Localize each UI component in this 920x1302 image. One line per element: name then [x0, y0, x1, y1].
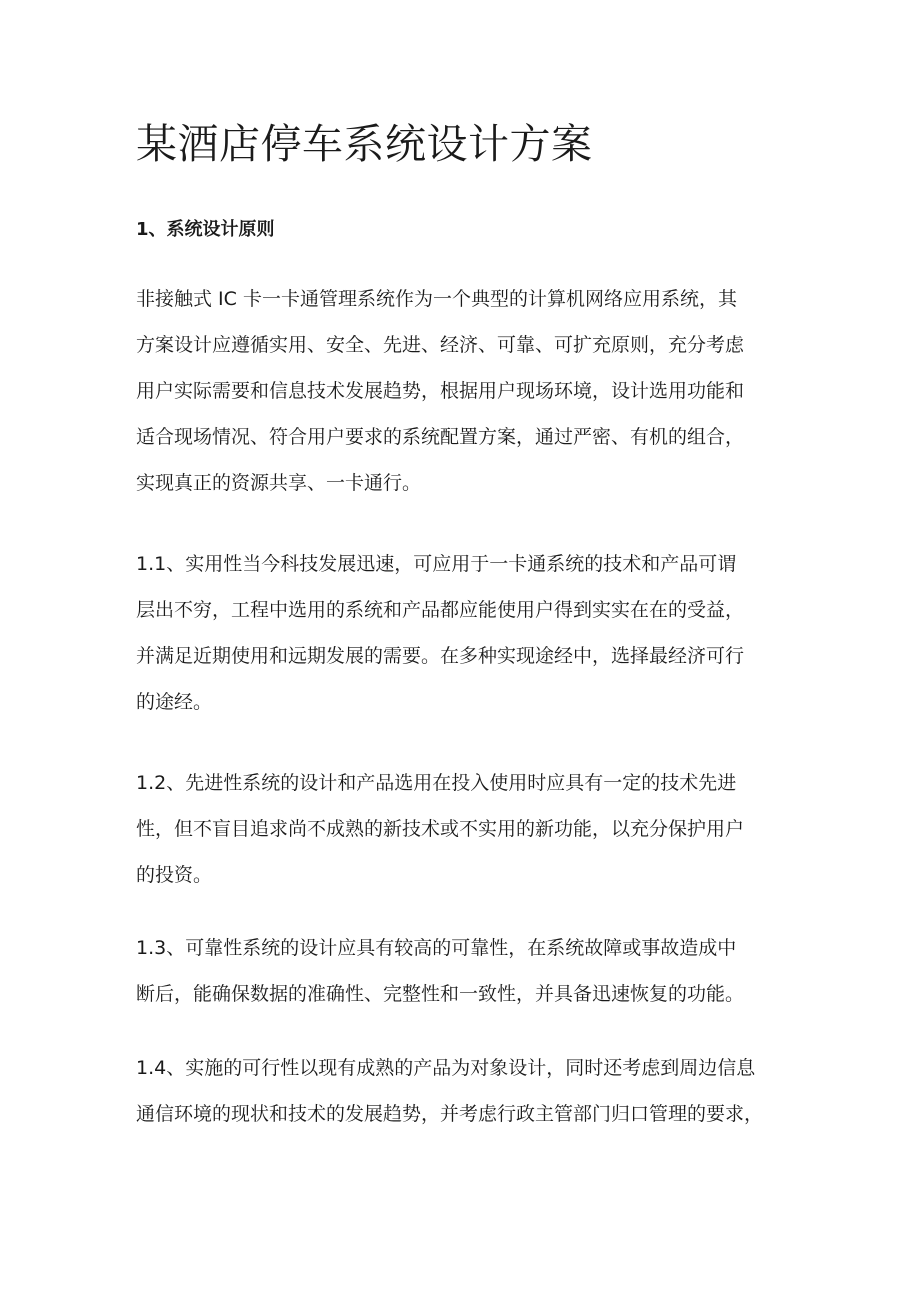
paragraph-line: 实现真正的资源共享、一卡通行。	[136, 472, 422, 494]
section-heading: 1、系统设计原则	[136, 219, 275, 240]
paragraph-line: 1.4、实施的可行性以现有成熟的产品为对象设计，同时还考虑到周边信息	[136, 1057, 756, 1079]
paragraph-line: 并满足近期使用和远期发展的需要。在多种实现途经中，选择最经济可行	[136, 645, 745, 667]
paragraph-line: 的投资。	[136, 864, 213, 886]
paragraph-practicality	[136, 541, 744, 725]
paragraph-line: 非接触式 IC 卡一卡通管理系统作为一个典型的计算机网络应用系统，其	[136, 288, 737, 310]
paragraph-intro	[136, 276, 744, 506]
paragraph-line: 的途经。	[136, 691, 213, 713]
document-title: 某酒店停车系统设计方案	[136, 120, 593, 168]
paragraph-line: 层出不穷，工程中选用的系统和产品都应能使用户得到实实在在的受益，	[136, 599, 745, 621]
paragraph-line: 断后，能确保数据的准确性、完整性和一致性，并具备迅速恢复的功能。	[136, 983, 745, 1005]
paragraph-reliability	[136, 925, 744, 1017]
paragraph-line: 方案设计应遵循实用、安全、先进、经济、可靠、可扩充原则，充分考虑	[136, 334, 745, 356]
paragraph-line: 通信环境的现状和技术的发展趋势，并考虑行政主管部门归口管理的要求，	[136, 1103, 764, 1125]
paragraph-line: 1.3、可靠性系统的设计应具有较高的可靠性，在系统故障或事故造成中	[136, 937, 737, 959]
paragraph-advancement	[136, 760, 744, 898]
paragraph-line: 适合现场情况、符合用户要求的系统配置方案，通过严密、有机的组合，	[136, 426, 745, 448]
paragraph-feasibility	[136, 1045, 763, 1137]
paragraph-line: 性，但不盲目追求尚不成熟的新技术或不实用的新功能，以充分保护用户	[136, 818, 745, 840]
paragraph-line: 1.1、实用性当今科技发展迅速，可应用于一卡通系统的技术和产品可谓	[136, 553, 737, 575]
paragraph-line: 用户实际需要和信息技术发展趋势，根据用户现场环境，设计选用功能和	[136, 380, 745, 402]
paragraph-line: 1.2、先进性系统的设计和产品选用在投入使用时应具有一定的技术先进	[136, 772, 737, 794]
